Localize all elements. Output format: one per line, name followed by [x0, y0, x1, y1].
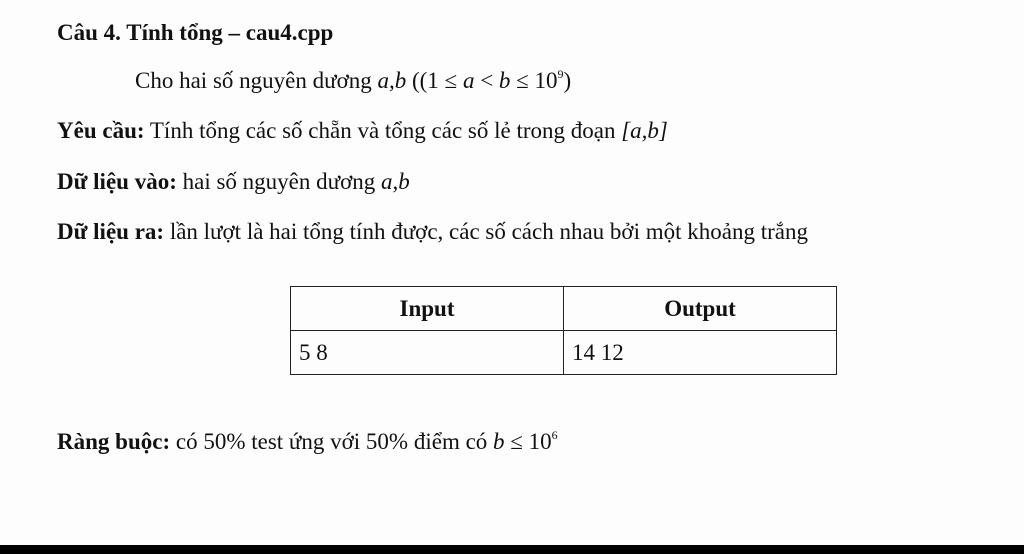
cell-input: 5 8	[291, 331, 564, 375]
requirement-range: [a,b]	[621, 118, 668, 143]
output-spec-label: Dữ liệu ra:	[57, 219, 165, 244]
table-row	[291, 331, 837, 375]
constraint-text: có 50% test ứng với 50% điểm có	[175, 429, 488, 454]
intro-lt: <	[474, 68, 499, 93]
header-output: Output	[564, 287, 837, 331]
constraint-var: b	[493, 429, 505, 454]
intro-text: Cho hai số nguyên dương	[135, 68, 372, 93]
constraint-le: ≤ 10	[504, 429, 552, 454]
problem-title: Câu 4. Tính tổng – cau4.cpp	[57, 20, 334, 45]
input-spec-label: Dữ liệu vào:	[57, 169, 177, 194]
intro-open: ((1 ≤	[406, 68, 463, 93]
output-spec-text: lần lượt là hai tổng tính được, các số cách nhau bởi một khoảng trắng	[169, 219, 808, 244]
table-header-row	[291, 287, 837, 331]
intro-exponent: 9	[557, 67, 564, 81]
output-spec-line	[57, 218, 808, 246]
header-input: Input	[291, 287, 564, 331]
intro-var-a: a	[462, 68, 475, 93]
bottom-bar	[0, 545, 1024, 554]
sample-table	[290, 286, 837, 375]
constraint-label: Ràng buộc:	[57, 429, 171, 454]
requirement-line	[57, 117, 668, 145]
input-spec-vars: a,b	[381, 169, 410, 194]
cell-output: 14 12	[564, 331, 837, 375]
input-spec-text: hai số nguyên dương	[182, 169, 376, 194]
intro-le: ≤ 10	[510, 68, 558, 93]
constraint-line	[57, 428, 558, 456]
constraint-exponent: 6	[551, 428, 558, 442]
intro-close: )	[563, 68, 572, 93]
requirement-label: Yêu cầu:	[57, 118, 145, 143]
intro-vars: a,b	[377, 68, 407, 93]
intro-var-b: b	[498, 68, 511, 93]
requirement-text: Tính tổng các số chẵn và tổng các số lẻ trong đoạn	[149, 118, 616, 143]
input-spec-line	[57, 168, 410, 196]
problem-intro	[135, 67, 571, 95]
